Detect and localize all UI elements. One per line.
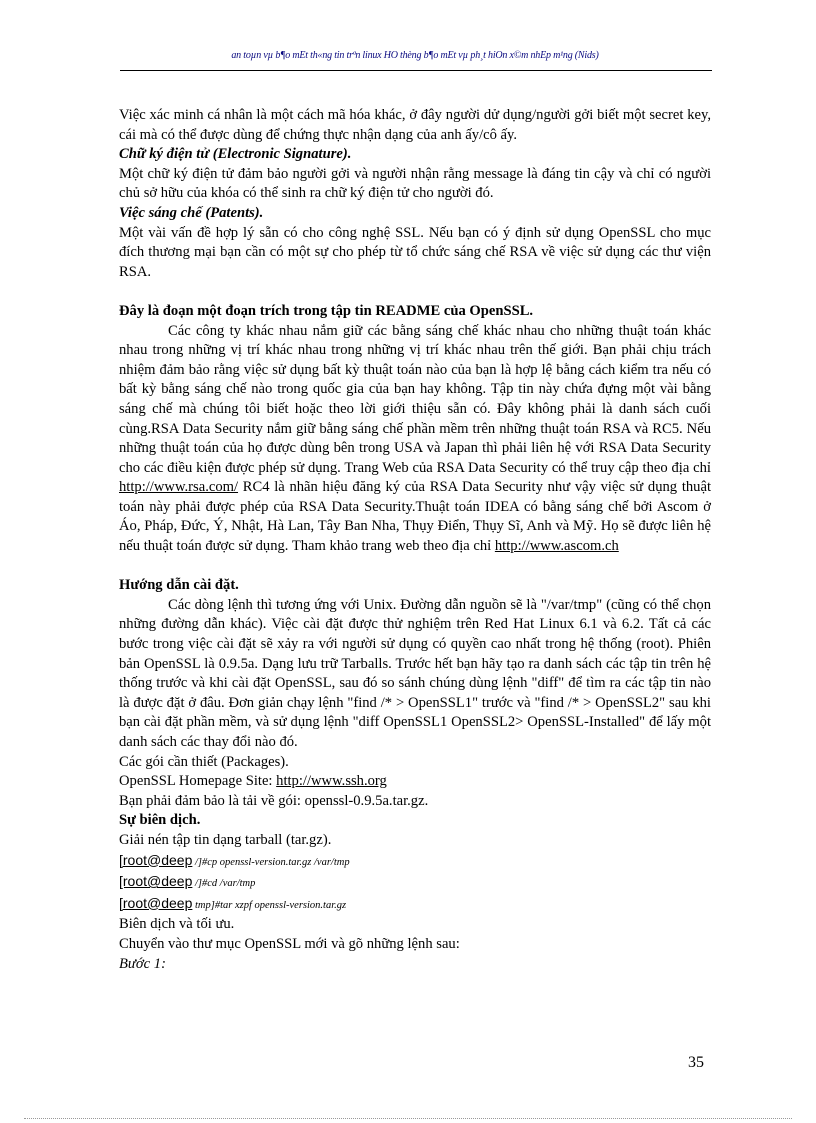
command-line bbox=[119, 894, 711, 916]
command-line bbox=[119, 851, 711, 873]
install-heading: Hướng dẫn cài đặt. bbox=[119, 577, 239, 594]
patents-paragraph: Một vài vấn đề hợp lý sẵn có cho công nghệ SSL. Nếu bạn có ý định sử dụng OpenSSL cho mục đích thương mại bạn cần có một sự cho phép từ tổ chức sáng chế RSA về việc sử dụng các thư viện RSA. bbox=[119, 224, 711, 280]
prompt-root: [root@deep bbox=[119, 851, 193, 868]
compile-heading: Sự biên dịch. bbox=[119, 812, 201, 829]
running-header: an toµn vµ b¶o mËt th«ng tin trªn linux HÖ thèng b¶o mËt vµ ph¸t hiÖn x©m nhËp m¹ng (Nids) bbox=[231, 50, 599, 61]
packages-line: Các gói cần thiết (Packages). bbox=[119, 753, 289, 770]
patents-heading: Việc sáng chế (Patents). bbox=[119, 204, 264, 221]
command-text: /]#cp openssl-version.tar.gz /var/tmp bbox=[192, 856, 350, 868]
rsa-link[interactable]: http://www.rsa.com/ bbox=[119, 479, 239, 496]
header-divider bbox=[120, 70, 712, 71]
homepage-line bbox=[119, 772, 711, 792]
readme-text-1: Các công ty khác nhau nắm giữ các bằng sáng chế khác nhau cho những thuật toán khác nhau trong những vị trí khác nhau trong những vị trí khác nhau trên thế giới. Bạn phải chịu trách nhiệm đảm bảo rằng việc sử dụng bất kỳ thuật toán nào của bạn là hợp lệ bằng cách kiểm tra nếu có bất kỳ bằng sáng chế nào trong quốc gia của bạn hay không. Tập tin này chứa đựng một vài bằng sáng chế mà chúng tôi biết hoặc theo lời giới thiệu sẵn có. Đây không phải là danh sách cuối cùng.RSA Data Security nắm giữ bằng sáng chế phần mềm trên những thuật toán RSA và RC5. Nếu những thuật toán của họ được dùng bên trong USA và Japan thì phải liên hệ với RSA Data Security cho các điều kiện được phép sử dụng. Trang Web của RSA Data Security có thể truy cập theo địa chỉ bbox=[119, 322, 711, 476]
intro-paragraph: Việc xác minh cá nhân là một cách mã hóa khác, ở đây người dử dụng/người gởi biết một secret key, cái mà có thể được dùng để chứng thực nhận dạng của anh ấy/cô ấy. bbox=[119, 107, 711, 143]
prompt-root: [root@deep bbox=[119, 873, 193, 890]
untar-line: Giải nén tập tin dạng tarball (tar.gz). bbox=[119, 831, 332, 848]
optimize-line: Biên dịch và tối ưu. bbox=[119, 916, 235, 933]
command-text: tmp]#tar xzpf openssl-version.tar.gz bbox=[192, 899, 347, 911]
install-paragraph: Các dòng lệnh thì tương ứng với Unix. Đường dẫn nguồn sẽ là "/var/tmp" (cũng có thể chọn những đường dẫn khác). Việc cài đặt được thử nghiệm trên Red Hat Linux 6.1 và 6.2. Tất cả các bước trong việc cài đặt sẽ xảy ra với người sử dụng có quyền cao nhất trong hệ thống (root). Phiên bản OpenSSL là 0.9.5a. Dạng lưu trữ Tarballs. Trước hết bạn hãy tạo ra danh sách các tập tin trên hệ thống trước và khi cài đặt OpenSSL, sau đó so sánh chúng dùng lệnh "diff" để tìm ra các tập tin nào là được đặt ở đâu. Đơn giản chạy lệnh "find /* > OpenSSL1" trước và "find /* > OpenSSL2" sau khi bạn cài đặt phần mềm, và sử dụng lệnh "diff OpenSSL1 OpenSSL2> OpenSSL-Installed" để lấy một danh sách các thay đổi nào đó. bbox=[119, 596, 711, 750]
spacer bbox=[119, 557, 711, 577]
step-label: Bước 1: bbox=[119, 955, 166, 972]
signature-paragraph: Một chữ ký điện tử đảm bảo người gởi và người nhận rằng message là đáng tin cậy và chỉ có người chủ sở hữu của khóa có thể sinh ra chữ ký điện tử cho người đó. bbox=[119, 165, 711, 202]
move-line: Chuyển vào thư mục OpenSSL mới và gõ những lệnh sau: bbox=[119, 935, 460, 952]
readme-heading: Đây là đoạn một đoạn trích trong tập tin README của OpenSSL. bbox=[119, 302, 534, 319]
openssl-homepage-link[interactable]: http://www.ssh.org bbox=[276, 773, 387, 790]
ascom-link[interactable]: http://www.ascom.ch bbox=[494, 538, 619, 555]
download-line: Bạn phải đảm bảo là tải về gói: openssl-0.9.5a.tar.gz. bbox=[119, 792, 429, 809]
spacer bbox=[119, 282, 711, 302]
prompt-root: [root@deep bbox=[119, 894, 193, 911]
command-line bbox=[119, 872, 711, 894]
homepage-label: OpenSSL Homepage Site: bbox=[119, 773, 277, 790]
page-number: 35 bbox=[688, 1054, 704, 1071]
document-body bbox=[119, 106, 711, 974]
signature-heading: Chữ ký điện tử (Electronic Signature). bbox=[119, 146, 352, 163]
command-text: /]#cd /var/tmp bbox=[192, 878, 256, 890]
readme-text-2: RC4 là nhãn hiệu đăng ký của RSA Data Security như vậy việc sử dụng thuật toán này phải được phép của RSA Data Security.Thuật toán IDEA có bằng sáng chế bởi Ascom ở Áo, Pháp, Đức, Ý, Nhật, Hà Lan, Tây Ban Nha, Thụy Điển, Thụy Sĩ, Anh và Mỹ. Họ sẽ được liên hệ nếu thuật toán được sử dụng. Tham khảo trang web theo địa chỉ bbox=[119, 479, 711, 555]
readme-paragraph bbox=[119, 322, 711, 557]
page-bottom-border bbox=[24, 1118, 792, 1119]
